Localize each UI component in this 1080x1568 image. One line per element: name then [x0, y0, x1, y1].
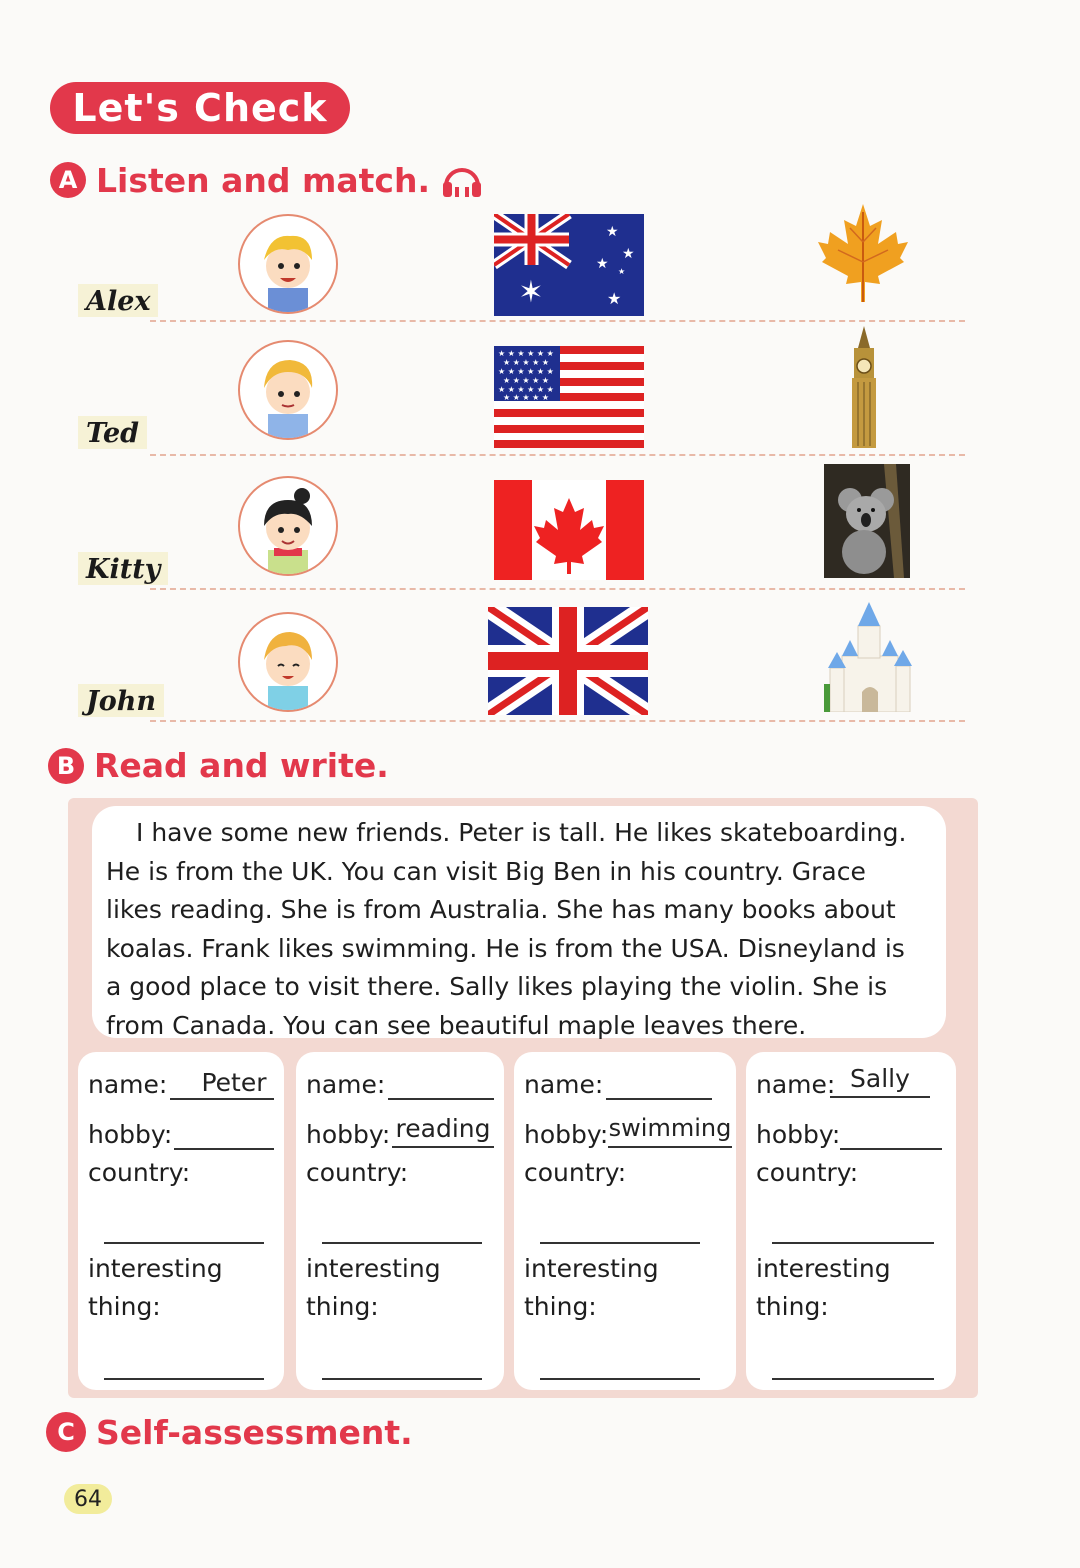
- name-label: name:: [524, 1070, 604, 1099]
- headphones-icon: [440, 160, 484, 200]
- svg-text:★ ★ ★ ★ ★: ★ ★ ★ ★ ★: [503, 393, 550, 402]
- name-alex: Alex: [78, 284, 158, 317]
- interesting-label: interesting: [524, 1254, 659, 1283]
- country-blank[interactable]: [104, 1242, 264, 1244]
- section-b-title: Read and write.: [94, 746, 389, 785]
- country-label: country:: [88, 1158, 191, 1187]
- boy-avatar-icon[interactable]: [238, 214, 338, 314]
- thing-label: thing:: [756, 1292, 829, 1321]
- svg-text:★: ★: [618, 267, 626, 276]
- thing-blank[interactable]: [772, 1378, 934, 1380]
- name-answer[interactable]: Peter: [201, 1068, 267, 1097]
- svg-text:★: ★: [596, 256, 609, 272]
- thing-blank[interactable]: [104, 1378, 264, 1380]
- info-card-3: [514, 1052, 736, 1390]
- svg-text:★: ★: [622, 246, 635, 262]
- hobby-answer[interactable]: reading: [395, 1114, 491, 1143]
- country-label: country:: [306, 1158, 409, 1187]
- australia-flag[interactable]: [494, 214, 644, 316]
- canada-flag[interactable]: [494, 480, 644, 580]
- page-title: Let's Check: [50, 82, 350, 134]
- maple-leaf-icon[interactable]: [818, 202, 908, 306]
- hobby-label: hobby:: [88, 1120, 173, 1149]
- row-divider: [150, 720, 965, 722]
- hobby-blank: [392, 1146, 494, 1148]
- section-a-title: Listen and match.: [96, 160, 431, 200]
- thing-label: thing:: [524, 1292, 597, 1321]
- name-ted: Ted: [78, 416, 147, 449]
- hobby-blank: [608, 1146, 732, 1148]
- name-label: name:: [88, 1070, 168, 1099]
- passage-line: koalas. Frank likes swimming. He is from the USA. Disneyland is: [106, 933, 905, 963]
- info-card-2: [296, 1052, 504, 1390]
- passage-line: I have some new friends. Peter is tall. He likes skateboarding.: [136, 818, 907, 847]
- big-ben-icon[interactable]: [846, 326, 882, 448]
- usa-flag[interactable]: [494, 346, 644, 448]
- svg-text:✶: ✶: [518, 275, 544, 310]
- svg-text:★: ★: [607, 289, 622, 308]
- passage-line: from Canada. You can see beautiful maple leaves there.: [106, 1010, 807, 1040]
- svg-text:★ ★ ★ ★ ★: ★ ★ ★ ★ ★: [503, 358, 550, 367]
- koala-icon[interactable]: [824, 464, 910, 578]
- hobby-label: hobby:: [524, 1120, 609, 1149]
- passage-line: He is from the UK. You can visit Big Ben in his country. Grace: [106, 856, 866, 886]
- country-label: country:: [524, 1158, 627, 1187]
- name-label: name:: [306, 1070, 386, 1099]
- section-c-title: Self-assessment.: [96, 1412, 413, 1452]
- name-blank: [830, 1096, 930, 1098]
- country-label: country:: [756, 1158, 859, 1187]
- interesting-label: interesting: [756, 1254, 891, 1283]
- row-divider: [150, 454, 965, 456]
- boy-avatar-icon[interactable]: [238, 612, 338, 712]
- interesting-label: interesting: [306, 1254, 441, 1283]
- section-a-header: [50, 160, 484, 200]
- info-card-1: [78, 1052, 284, 1390]
- country-blank[interactable]: [322, 1242, 482, 1244]
- name-john: John: [78, 684, 164, 717]
- svg-text:★ ★ ★ ★ ★: ★ ★ ★ ★ ★: [503, 376, 550, 385]
- uk-flag[interactable]: [488, 607, 648, 715]
- section-c-badge: C: [46, 1412, 86, 1452]
- hobby-blank[interactable]: [174, 1148, 274, 1150]
- thing-blank[interactable]: [540, 1378, 700, 1380]
- info-card-4: [746, 1052, 956, 1390]
- country-blank[interactable]: [772, 1242, 934, 1244]
- name-label: name:: [756, 1070, 836, 1099]
- row-divider: [150, 320, 965, 322]
- section-c-header: [46, 1412, 413, 1452]
- name-kitty: Kitty: [78, 552, 168, 585]
- section-b-badge: B: [48, 748, 84, 784]
- thing-label: thing:: [88, 1292, 161, 1321]
- country-blank[interactable]: [540, 1242, 700, 1244]
- svg-text:★ ★ ★ ★ ★ ★: ★ ★ ★ ★ ★ ★: [498, 385, 554, 394]
- section-b-header: [48, 746, 389, 785]
- boy-avatar-icon[interactable]: [238, 340, 338, 440]
- name-blank[interactable]: [388, 1098, 494, 1100]
- reading-passage: [92, 806, 946, 1038]
- hobby-label: hobby:: [306, 1120, 391, 1149]
- hobby-label: hobby:: [756, 1120, 841, 1149]
- thing-blank[interactable]: [322, 1378, 482, 1380]
- section-a-badge: A: [50, 162, 86, 198]
- castle-icon[interactable]: [824, 596, 914, 712]
- svg-text:★ ★ ★ ★ ★ ★: ★ ★ ★ ★ ★ ★: [498, 349, 554, 358]
- page-number: 64: [64, 1484, 112, 1514]
- girl-avatar-icon[interactable]: [238, 476, 338, 576]
- passage-line: a good place to visit there. Sally likes playing the violin. She is: [106, 972, 888, 1001]
- name-answer[interactable]: Sally: [850, 1064, 910, 1093]
- name-blank[interactable]: [606, 1098, 712, 1100]
- passage-line: likes reading. She is from Australia. She has many books about: [106, 895, 896, 924]
- row-divider: [150, 588, 965, 590]
- hobby-answer[interactable]: swimming: [608, 1114, 732, 1142]
- interesting-label: interesting: [88, 1254, 223, 1283]
- svg-text:★: ★: [606, 224, 619, 240]
- name-blank: [170, 1098, 274, 1100]
- hobby-blank[interactable]: [840, 1148, 942, 1150]
- thing-label: thing:: [306, 1292, 379, 1321]
- svg-text:★ ★ ★ ★ ★ ★: ★ ★ ★ ★ ★ ★: [498, 367, 554, 376]
